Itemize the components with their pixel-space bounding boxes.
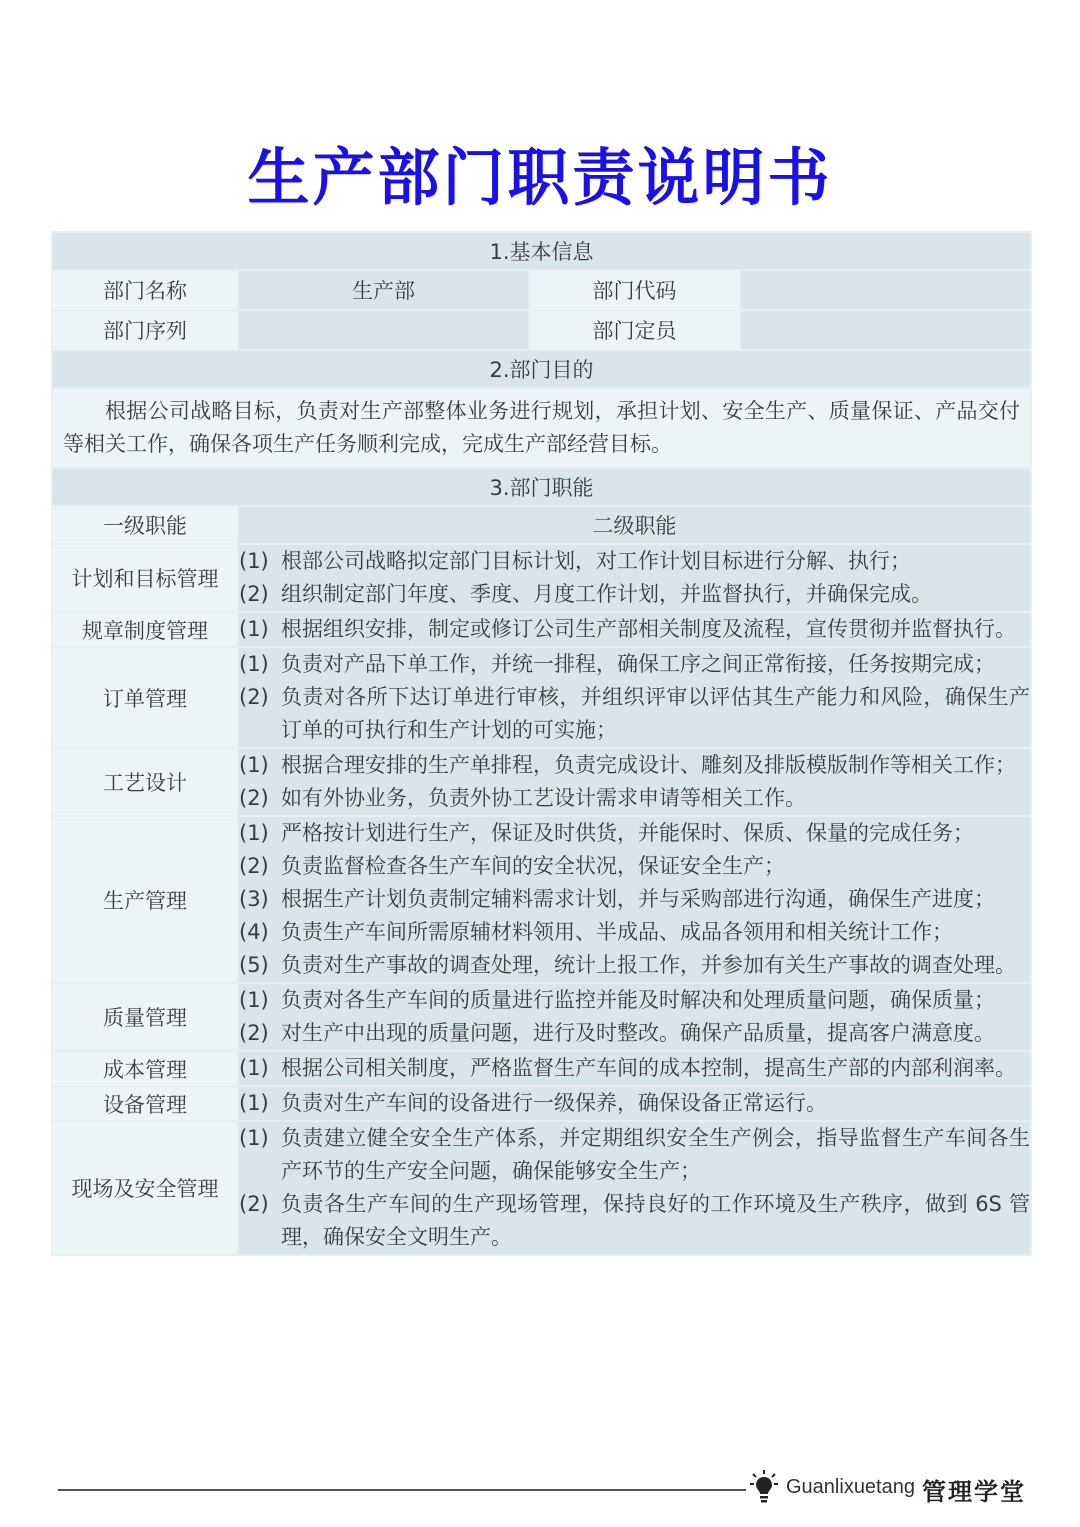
function-item-number: (1) [239,1056,269,1080]
first-level-function: 订单管理 [52,647,238,748]
purpose-text: 根据公司战略目标，负责对生产部整体业务进行规划，承担计划、安全生产、质量保证、产品交付等相关工作，确保各项生产任务顺利完成，完成生产部经营目标。 [63,399,1021,456]
function-item [239,648,1030,681]
function-item [239,782,1030,815]
footer-brand: 管理学堂 [922,1477,1026,1506]
dept-staff-label: 部门定员 [529,310,740,350]
function-item-number: (1) [239,652,269,676]
job-description-table [51,231,1032,1256]
function-row [52,1051,1031,1086]
section-purpose-heading: 2.部门目的 [52,350,1031,388]
dept-name-label: 部门名称 [52,270,238,310]
second-level-functions [238,612,1031,647]
function-row [52,748,1031,816]
function-row [52,1086,1031,1121]
dept-code-value [740,270,1031,310]
function-item [239,1087,1030,1120]
section-basic-info-heading: 1.基本信息 [52,232,1031,270]
function-row [52,1121,1031,1255]
function-item [239,1122,1030,1188]
second-level-header: 二级职能 [238,506,1031,544]
second-level-functions [238,1121,1031,1255]
function-item [239,681,1030,747]
function-item-text: 根据合理安排的生产单排程，负责完成设计、雕刻及排版模版制作等相关工作； [281,753,1016,777]
first-level-function: 质量管理 [52,983,238,1051]
function-row [52,983,1031,1051]
dept-name-value: 生产部 [238,270,529,310]
section-functions-row [52,468,1031,506]
function-item-number: (2) [239,1021,269,1045]
function-item-number: (1) [239,1126,269,1150]
function-item-number: (2) [239,786,269,810]
second-level-functions [238,1051,1031,1086]
function-item-text: 负责生产车间所需原辅材料领用、半成品、成品各领用和相关统计工作； [281,920,953,944]
lightbulb-icon [750,1470,778,1504]
function-item-number: (1) [239,549,269,573]
function-item [239,1017,1030,1050]
function-item-text: 对生产中出现的质量问题，进行及时整改。确保产品质量，提高客户满意度。 [281,1021,995,1045]
function-item [239,817,1030,850]
function-item [239,949,1030,982]
function-item-text: 负责对各生产车间的质量进行监控并能及时解决和处理质量问题，确保质量； [281,988,995,1012]
function-item-number: (2) [239,582,269,606]
second-level-functions [238,647,1031,748]
function-item-text: 负责对产品下单工作，并统一排程，确保工序之间正常衔接，任务按期完成； [281,652,995,676]
function-item-number: (1) [239,821,269,845]
function-item-number: (1) [239,617,269,641]
function-item [239,578,1030,611]
function-item [239,850,1030,883]
function-item-text: 负责建立健全安全生产体系，并定期组织安全生产例会，指导监督生产车间各生产环节的生产安全问题，确保能够安全生产； [281,1126,1031,1183]
function-item-number: (1) [239,988,269,1012]
function-item-text: 根部公司战略拟定部门目标计划，对工作计划目标进行分解、执行； [281,549,911,573]
functions-header-row [52,506,1031,544]
function-item [239,613,1030,646]
function-item-number: (2) [239,1192,269,1216]
dept-code-label: 部门代码 [529,270,740,310]
function-item-text: 如有外协业务，负责外协工艺设计需求申请等相关工作。 [281,786,806,810]
first-level-function: 设备管理 [52,1086,238,1121]
function-item-text: 负责对各所下达订单进行审核，并组织评审以评估其生产能力和风险，确保生产订单的可执行和生产计划的可实施； [281,685,1031,742]
function-item-text: 根据组织安排，制定或修订公司生产部相关制度及流程，宣传贯彻并监督执行。 [281,617,1016,641]
function-item-text: 负责对生产车间的设备进行一级保养，确保设备正常运行。 [281,1091,827,1115]
function-item-number: (1) [239,1091,269,1115]
dept-name-row [52,270,1031,310]
dept-seq-label: 部门序列 [52,310,238,350]
dept-seq-value [238,310,529,350]
first-level-function: 现场及安全管理 [52,1121,238,1255]
function-item-text: 严格按计划进行生产，保证及时供货，并能保时、保质、保量的完成任务； [281,821,974,845]
second-level-functions [238,748,1031,816]
function-item-text: 负责对生产事故的调查处理，统计上报工作，并参加有关生产事故的调查处理。 [281,953,1016,977]
purpose-row [52,388,1031,468]
function-item [239,1052,1030,1085]
function-item-number: (3) [239,887,269,911]
function-item-number: (2) [239,854,269,878]
function-item [239,1188,1030,1254]
section-functions-heading: 3.部门职能 [52,468,1031,506]
second-level-functions [238,544,1031,612]
function-item-number: (1) [239,753,269,777]
first-level-function: 工艺设计 [52,748,238,816]
first-level-function: 成本管理 [52,1051,238,1086]
function-row [52,544,1031,612]
function-row [52,647,1031,748]
footer-divider [58,1489,746,1491]
function-row [52,612,1031,647]
function-item [239,749,1030,782]
function-item-number: (4) [239,920,269,944]
first-level-function: 生产管理 [52,816,238,983]
function-item-number: (2) [239,685,269,709]
function-item-text: 负责各生产车间的生产现场管理，保持良好的工作环境及生产秩序，做到 6S 管理，确保安全文明生产。 [281,1192,1031,1249]
dept-staff-value [740,310,1031,350]
dept-seq-row [52,310,1031,350]
function-item [239,984,1030,1017]
function-item-number: (5) [239,953,269,977]
second-level-functions [238,983,1031,1051]
second-level-functions [238,1086,1031,1121]
section-basic-info-row [52,232,1031,270]
footer-site-name: Guanlixuetang [786,1476,915,1498]
section-purpose-row [52,350,1031,388]
first-level-function: 计划和目标管理 [52,544,238,612]
first-level-function: 规章制度管理 [52,612,238,647]
page-title: 生产部门职责说明书 [247,141,833,214]
function-row [52,816,1031,983]
function-item-text: 组织制定部门年度、季度、月度工作计划，并监督执行，并确保完成。 [281,582,932,606]
function-item [239,883,1030,916]
function-item-text: 根据生产计划负责制定辅料需求计划，并与采购部进行沟通，确保生产进度； [281,887,995,911]
second-level-functions [238,816,1031,983]
function-item-text: 负责监督检查各生产车间的安全状况，保证安全生产； [281,854,785,878]
function-item-text: 根据公司相关制度，严格监督生产车间的成本控制，提高生产部的内部利润率。 [281,1056,1016,1080]
function-item [239,916,1030,949]
first-level-header: 一级职能 [52,506,238,544]
function-item [239,545,1030,578]
